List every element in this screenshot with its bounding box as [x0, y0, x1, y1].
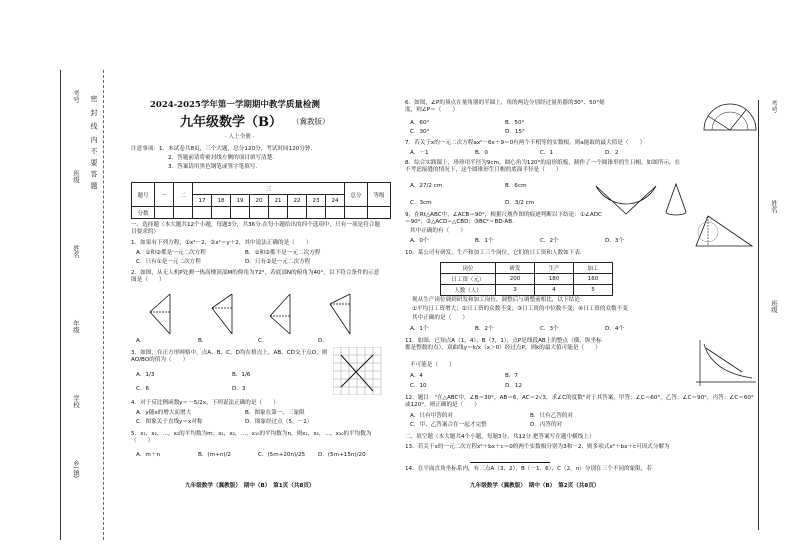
q2-option-d: D. — [318, 338, 325, 344]
question-6: 6．如图，∠P的顶点在量角器的半圆上，角的两边分别经过量角器的30°、50°刻度，则∠P＝（ ） — [405, 100, 605, 114]
score-sub: 22 — [288, 195, 307, 207]
seal-line — [103, 70, 104, 540]
section-1-header: 一、选择题（本大题共12个小题，每题3分，共36分.在每小题给出的四个选项中，只有一项是符合题目要求的） — [131, 222, 380, 236]
q10-cell: 180 — [535, 274, 574, 285]
q9-option-c: C．2个 — [540, 238, 559, 244]
question-11: 11．如图，已知点A（1，4），B（7，1），点P是线段AB上的整点（横、纵坐标都是整数的点），双曲线y＝k/x（x＞0）经过点P，则k的最大值可能是（ ） — [405, 338, 602, 352]
question-10: 10．某公司有研发、生产和加工三个岗位，它们的日工资和人数如下表. — [405, 250, 582, 256]
question-12: 12．题目："在△ABC中，∠B＝30°，AB＝6，AC＝2√3，求∠C的度数"对于其答案，甲答：∠C＝60°，乙答：∠C＝90°，丙答：∠C＝60°或120°，则正确的是（ ） — [405, 395, 754, 409]
q10-option-d: D．4个 — [605, 326, 625, 332]
q10-cell: 日工资（元） — [441, 274, 496, 285]
binding-label-banji: 班级 — [72, 170, 80, 183]
q10-head: 研发 — [496, 263, 535, 274]
q8-option-d: D．3/2 cm — [505, 200, 535, 206]
binding-label-xingming: 姓名 — [72, 245, 80, 258]
q3-option-d: D．3 — [232, 386, 246, 392]
fill-line — [60, 70, 61, 540]
left-page-footer: 九年级数学（冀教版） 期中（B） 第1页（共8页） — [185, 483, 315, 489]
score-sub: 23 — [307, 195, 326, 207]
q2-figures — [140, 290, 380, 338]
question-3: 3．如图，在正方形网格中，点A、B、C、D均在格点上，AB、CD交于点O，则AO/BO的值为（ ） — [131, 350, 328, 364]
score-sub: 18 — [212, 195, 231, 207]
q8-option-a: A．27/2 cm — [410, 183, 443, 189]
question-8: 8．综合实践课上，珍珍用半径为9cm，圆心角为120°的扇形纸板，制作了一个圆锥形的生日帽，如图所示，在不考虑接缝的情况下，这个圆锥形生日帽的底面半径是（ ） — [405, 160, 681, 174]
binding-label-nianji: 年级 — [72, 320, 80, 333]
right-fill-line — [758, 100, 759, 530]
question-14: 14．在平面直角坐标系内，有三点A（3，2），B（－1，6），C（2，n）分别在三个不同的象限，若 — [405, 466, 652, 472]
q6-option-d: D．15° — [505, 129, 525, 135]
q11-option-b: B．7 — [505, 373, 518, 379]
q10-text-3: 其中正确的是（ ） — [412, 315, 468, 321]
note-2: 2．答题前请将密封线左侧的项目填写清楚. — [168, 155, 275, 161]
score-head: 一 — [155, 183, 174, 207]
q4-option-a: A．y随x的增大而增大 — [136, 410, 192, 416]
q9-option-b: B．1个 — [475, 238, 494, 244]
q10-cell: 人数（人） — [441, 285, 496, 296]
exam-subject: 九年级数学（B） — [180, 115, 282, 130]
q1-option-b: B．①和②都不是一元二次方程 — [245, 250, 321, 256]
q6-option-b: B．50° — [505, 120, 525, 126]
q3-option-c: C．6 — [136, 386, 150, 392]
exam-range: · 人上全册 · — [225, 134, 255, 140]
right-label-kaohao: 考号 — [770, 100, 778, 113]
q3-grid-figure — [333, 347, 383, 395]
q11-graph-figure — [690, 338, 758, 388]
q10-head: 加工 — [574, 263, 613, 274]
score-sub: 17 — [193, 195, 212, 207]
q10-option-c: C．3个 — [540, 326, 559, 332]
q5-option-b: B．(m+n)/2 — [198, 452, 231, 458]
note-1: 注意事项：1．本试卷共8页，三个大题，总分120分，考试时间120分钟. — [131, 146, 313, 152]
q10-head: 生产 — [535, 263, 574, 274]
score-sub: 20 — [250, 195, 269, 207]
q10-option-a: A．1个 — [410, 326, 429, 332]
q12-option-d: D．丙答的对 — [530, 422, 563, 428]
q10-text-2: ①平均日工资增大；②日工资的众数不变；③日工资的中位数不变；④日工资的众数不变 — [412, 306, 628, 312]
q1-option-c: C．只有①是一元二次方程 — [136, 259, 201, 265]
score-head: 二 — [174, 183, 193, 207]
q6-option-a: A．60° — [410, 120, 430, 126]
score-sub: 24 — [326, 195, 345, 207]
score-sub: 21 — [269, 195, 288, 207]
q10-cell: 3 — [496, 285, 535, 296]
q8-sector-cone-figure — [590, 180, 700, 220]
q2-option-c: C. — [258, 338, 264, 344]
binding-label-kaohao: 考号 — [72, 90, 80, 103]
q2-option-a: A. — [136, 338, 142, 344]
section-2-header: 二、填空题（本大题共4个小题，每题3分，共12分.把答案写在题中横线上） — [405, 434, 595, 440]
q1-option-d: D．只有②是一元二次方程 — [245, 259, 311, 265]
q2-option-b: B. — [198, 338, 204, 344]
q8-option-b: B．6cm — [505, 183, 527, 189]
score-head: 三 — [193, 183, 345, 195]
q6-protractor-figure — [700, 98, 760, 134]
score-table — [131, 182, 391, 219]
q10-table — [440, 262, 613, 296]
q7-option-b: B．0 — [475, 150, 488, 156]
q10-cell: 5 — [574, 285, 613, 296]
score-sub: 19 — [231, 195, 250, 207]
q11-option-a: A．4 — [410, 373, 423, 379]
q10-cell: 4 — [535, 285, 574, 296]
q10-option-b: B．2个 — [475, 326, 494, 332]
question-7: 7．若关于x的一元二次方程ax²－6x＋9＝0有两个不相等的实数根，则a能取的最大值是（ ） — [405, 140, 646, 146]
q6-option-c: C．30° — [410, 129, 430, 135]
q12-option-a: A．只有甲答的对 — [410, 413, 453, 419]
q13-answer-blank[interactable] — [470, 462, 550, 463]
q11-option-d: D．12 — [505, 383, 523, 389]
q10-text-1: 现从生产岗位调到研发和加工岗位，调整后与调整前相比，以下结论： — [412, 297, 586, 303]
q4-option-b: B．图象在第一、三象限 — [245, 410, 305, 416]
q3-option-b: B．1/6 — [232, 372, 251, 378]
question-1: 1．如果有下列方程，①x²－2，②x²＝y＋2，其中说法正确的是（ ） — [131, 240, 312, 246]
question-2: 2．如图，从无人机P处测一热高楼顶部M的仰角为72°，若底部N的俯角为40°，以下符合条件的示意图是（ ） — [131, 270, 380, 284]
q1-option-a: A．①和②都是一元二次方程 — [136, 250, 206, 256]
q5-option-d: D．(5m+15n)/20 — [318, 452, 366, 458]
question-5: 5．x₁，x₂，…，x₂的平均数为m；x₁，x₂，…，x₁₀的平均数为n，则x₁，x₂，…，x₁₀的平均数为（ ） — [131, 431, 372, 445]
q4-option-d: D．图象经过点（5，－2） — [245, 419, 313, 425]
q11-extra: 不可能是（ ） — [410, 362, 455, 368]
q7-option-a: A．－1 — [410, 150, 429, 156]
question-13: 13．若关于x的一元二次方程x²＋bx＋c＝0的两个实数根分别为3和－2，则多项式x²＋bx＋c可因式分解为 — [405, 444, 670, 450]
q10-head: 岗位 — [441, 263, 496, 274]
question-4: 4．对于反比例函数y＝－5/2x，下列说法正确的是（ ） — [131, 400, 279, 406]
q10-cell: 200 — [496, 274, 535, 285]
exam-title: 2024-2025学年第一学期期中教学质量检测 — [150, 100, 320, 110]
q3-option-a: A．1/3 — [136, 372, 155, 378]
note-3: 3．答案请用黑色钢笔或签字笔填写. — [168, 164, 258, 170]
q9-triangle-figure — [690, 210, 760, 252]
q9-extra: 其中正确的有（ ） — [410, 228, 466, 234]
q12-option-b: B．只有乙答的对 — [530, 413, 573, 419]
q9-option-a: A．0个 — [410, 238, 429, 244]
q11-option-c: C．10 — [410, 383, 427, 389]
q4-option-c: C．图象关于直线y＝x对称 — [136, 419, 203, 425]
right-label-xingming: 姓名 — [770, 200, 778, 213]
score-head: 题号 — [132, 183, 155, 207]
q5-option-c: C．(5m+20n)/25 — [258, 452, 306, 458]
score-head: 总分 — [345, 183, 368, 207]
q8-option-c: C．3cm — [410, 200, 432, 206]
q10-cell: 160 — [574, 274, 613, 285]
right-label-banji: 班级 — [770, 300, 778, 313]
binding-label-xuexiao: 学校 — [72, 395, 80, 408]
q7-option-c: C．1 — [540, 150, 554, 156]
q12-option-c: C．甲、乙答案合在一起才完整 — [410, 422, 487, 428]
q5-option-a: A．m＋n — [136, 452, 161, 458]
exam-edition: （冀教版） — [292, 117, 330, 126]
question-9: 9．在Rt△ABC中，∠ACB＝90°，根据尺规作图的痕迹判断以下结论：①∠ADC＝90°；②△ACD∽△CBD；③BC²＝BD·AB. — [405, 212, 602, 226]
right-page-footer: 九年级数学（冀教版） 期中（B） 第2页（共8页） — [470, 483, 600, 489]
score-row-label: 分数 — [132, 207, 155, 219]
q7-option-d: D．2 — [605, 150, 619, 156]
score-head: 等级 — [368, 183, 391, 207]
q9-option-d: D．3个 — [605, 238, 625, 244]
seal-note: 密 封 线 内 不 要 答 题 — [90, 95, 98, 189]
binding-label-xiangzhen: 乡(镇) — [72, 460, 80, 479]
